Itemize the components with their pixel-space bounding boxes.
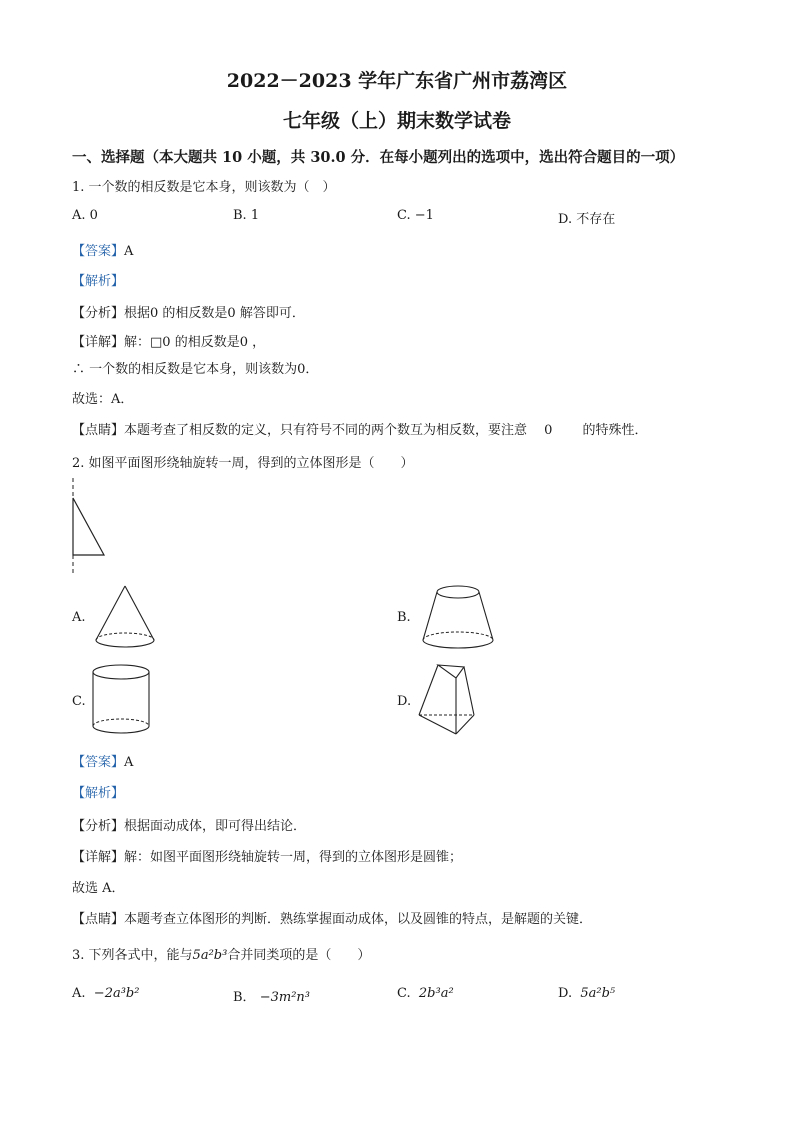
section-heading: 一、选择题（本大题共 10 小题，共 30.0 分．在每小题列出的选项中，选出符合题目的一项） [72,149,685,166]
q2-dianjing [72,908,592,927]
q1-dianjing [72,419,648,438]
q3-option-b [233,986,310,1005]
q2-option-d-solid [416,660,478,740]
q1-choose: 故选：A． [72,392,134,407]
q3-stem-expression: 5a²b³ [192,948,228,963]
q3-option-d-label: D. [558,986,573,1001]
q3-option-d [558,986,615,1001]
dianjing-tag: 【点睛】 [72,912,125,927]
dianjing-tag: 【点睛】 [72,423,125,438]
q3-option-b-label: B． [233,990,256,1005]
q1-answer-value: A [124,244,134,259]
fenxi-tag: 【分析】 [72,819,125,834]
answer-tag: 【答案】 [72,244,125,259]
q3-option-c-label: C. [397,986,411,1001]
q2-label-c: C. [72,694,86,709]
q1-xiangjie [72,331,265,350]
fenxi-tag: 【分析】 [72,306,125,321]
q1-analysis-tag: 【解析】 [72,274,125,289]
q3-option-b-expr: −3m²n³ [259,990,310,1005]
q2-xiangjie [72,846,462,865]
q2-dianjing-text: 本题考查立体图形的判断．熟练掌握面动成体，以及圆锥的特点，是解题的关键． [124,912,593,927]
q2-fenxi-text: 根据面动成体，即可得出结论． [124,819,307,834]
q3-stem-prefix: 3. 下列各式中，能与 [72,948,193,963]
q1-option-d: D. 不存在 [558,212,616,227]
q1-fenxi [72,302,305,321]
q1-option-c: C. −1 [397,208,434,223]
q2-option-a-cone [92,584,158,652]
exam-title-line2: 七年级（上）期末数学试卷 [282,110,511,132]
q1-therefore: ∴ 一个数的相反数是它本身，则该数为0． [72,362,319,377]
q2-fenxi [72,815,306,834]
q1-fenxi-text: 根据0 的相反数是0 解答即可． [124,306,305,321]
q2-plane-figure [60,476,120,580]
q2-label-a: A. [72,610,86,625]
q1-option-b: B. 1 [233,208,260,223]
q2-xiangjie-text: 解：如图平面图形绕轴旋转一周，得到的立体图形是圆锥； [124,850,463,865]
q1-option-a: A. 0 [72,208,98,223]
q2-answer [72,751,133,770]
q1-dianjing-text: 本题考查了相反数的定义，只有符号不同的两个数互为相反数，要注意 0 的特殊性． [124,423,648,438]
q1-answer [72,240,133,259]
q3-option-a [72,986,139,1001]
q2-option-b-frustum [420,582,496,654]
q1-stem: 1. 一个数的相反数是它本身，则该数为（ ） [72,180,336,195]
exam-title-line1: 2022－2023 学年广东省广州市荔湾区 [226,70,568,92]
q3-option-a-label: A. [72,986,86,1001]
q2-label-d: D. [397,694,412,709]
q2-answer-value: A [124,755,134,770]
q2-choose: 故选 A． [72,881,125,896]
q3-stem-suffix: 合并同类项的是（ ） [227,948,371,963]
q2-stem: 2. 如图平面图形绕轴旋转一周，得到的立体图形是（ ） [72,456,414,471]
q2-label-b: B. [397,610,411,625]
q2-option-c-cylinder [90,662,152,740]
q3-option-d-expr: 5a²b⁵ [580,986,616,1001]
xiangjie-tag: 【详解】 [72,335,125,350]
q3-option-c [397,986,454,1001]
q3-option-c-expr: 2b³a² [418,986,454,1001]
q3-stem [72,944,370,963]
q1-xiangjie-text: 解：□0 的相反数是0 ， [124,335,266,350]
q3-option-a-expr: −2a³b² [93,986,140,1001]
q2-analysis-tag: 【解析】 [72,786,125,801]
xiangjie-tag: 【详解】 [72,850,125,865]
answer-tag: 【答案】 [72,755,125,770]
